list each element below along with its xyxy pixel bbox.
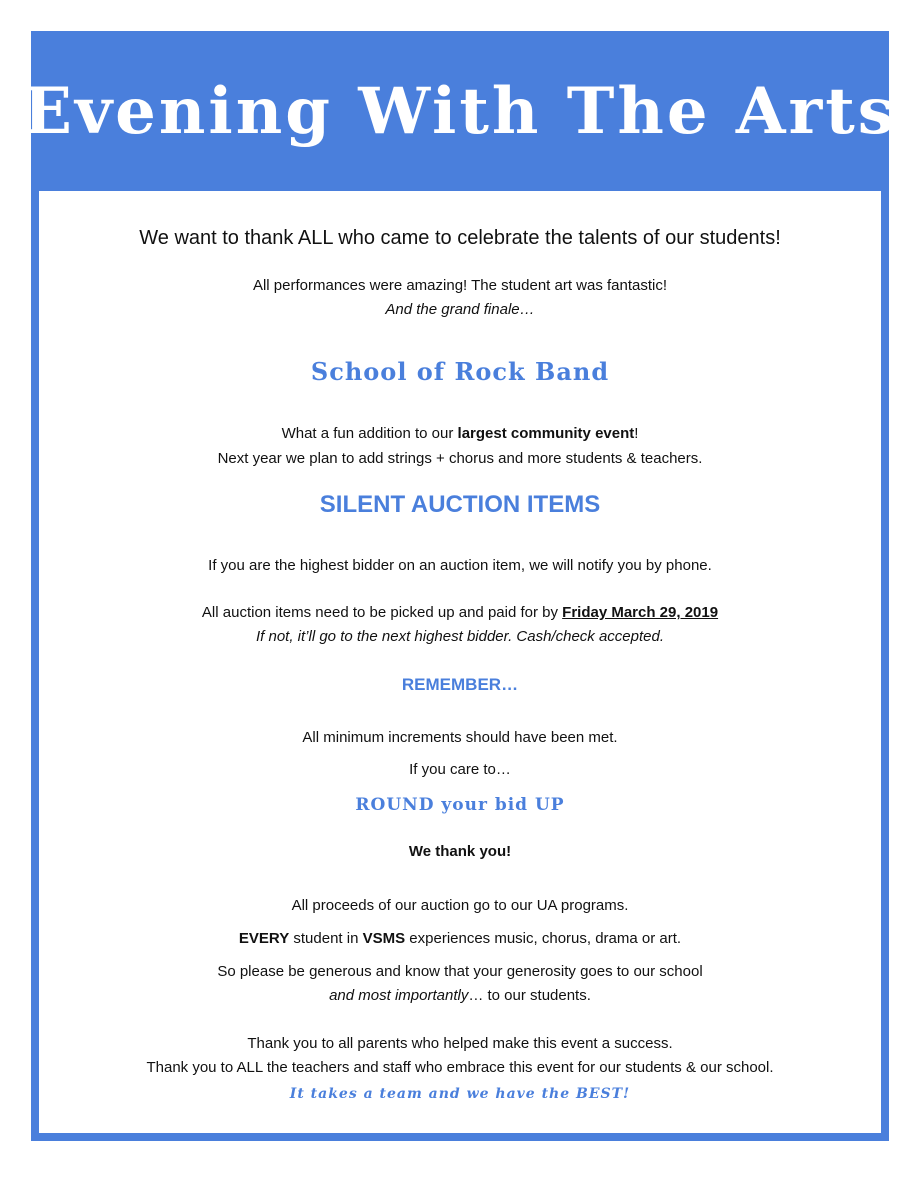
grand-finale-line: And the grand finale… [385, 301, 535, 318]
thank-you-line: We thank you! [408, 843, 512, 860]
remember-heading: REMEMBER… [401, 675, 519, 694]
parents-thanks-line: Thank you to all parents who helped make this event a success. [247, 1035, 673, 1052]
importantly-suffix: … to our students. [468, 987, 591, 1004]
importantly-italic: and most importantly [329, 987, 469, 1004]
every-suffix: experiences music, chorus, drama or art. [405, 930, 682, 947]
notify-line: If you are the highest bidder on an auction item, we will notify you by phone. [208, 557, 712, 574]
next-bidder-line: If not, it’ll go to the next highest bidder. Cash/check accepted. [255, 628, 665, 645]
silent-auction-heading: SILENT AUCTION ITEMS [319, 491, 601, 518]
importantly-line [39, 987, 881, 1004]
teachers-thanks-line: Thank you to ALL the teachers and staff who embrace this event for our students & our school. [146, 1059, 774, 1076]
flyer-header [23, 31, 897, 191]
every-mid: student in [289, 930, 363, 947]
fun-addition-bold: largest community event [457, 425, 635, 442]
every-bold: EVERY [238, 930, 290, 947]
generous-line: So please be generous and know that your generosity goes to our school [217, 963, 703, 980]
pickup-line [39, 604, 881, 621]
band-title: School of Rock Band [310, 357, 610, 386]
pickup-prefix: All auction items need to be picked up and paid for by [201, 604, 563, 621]
proceeds-line: All proceeds of our auction go to our UA programs. [291, 897, 629, 914]
fun-addition-prefix: What a fun addition to our [281, 425, 458, 442]
flyer-body [39, 191, 881, 1133]
increments-line: All minimum increments should have been met. [302, 729, 618, 746]
care-line: If you care to… [409, 761, 511, 778]
round-up-line: ROUND your bid UP [355, 795, 565, 815]
flyer-frame [23, 31, 897, 1141]
flyer-title: Evening With The Arts [23, 73, 897, 149]
fun-addition-suffix: ! [634, 425, 639, 442]
vsms-bold: VSMS [362, 930, 406, 947]
thanks-line: We want to thank ALL who came to celebrate the talents of our students! [139, 227, 781, 249]
next-year-line: Next year we plan to add strings + chorus and more students & teachers. [217, 450, 703, 467]
team-line: It takes a team and we have the BEST! [289, 1086, 631, 1102]
pickup-date: Friday March 29, 2019 [562, 604, 719, 621]
performances-line: All performances were amazing! The student art was fantastic! [252, 277, 668, 294]
every-student-line [39, 930, 881, 947]
fun-addition-line [39, 425, 881, 442]
